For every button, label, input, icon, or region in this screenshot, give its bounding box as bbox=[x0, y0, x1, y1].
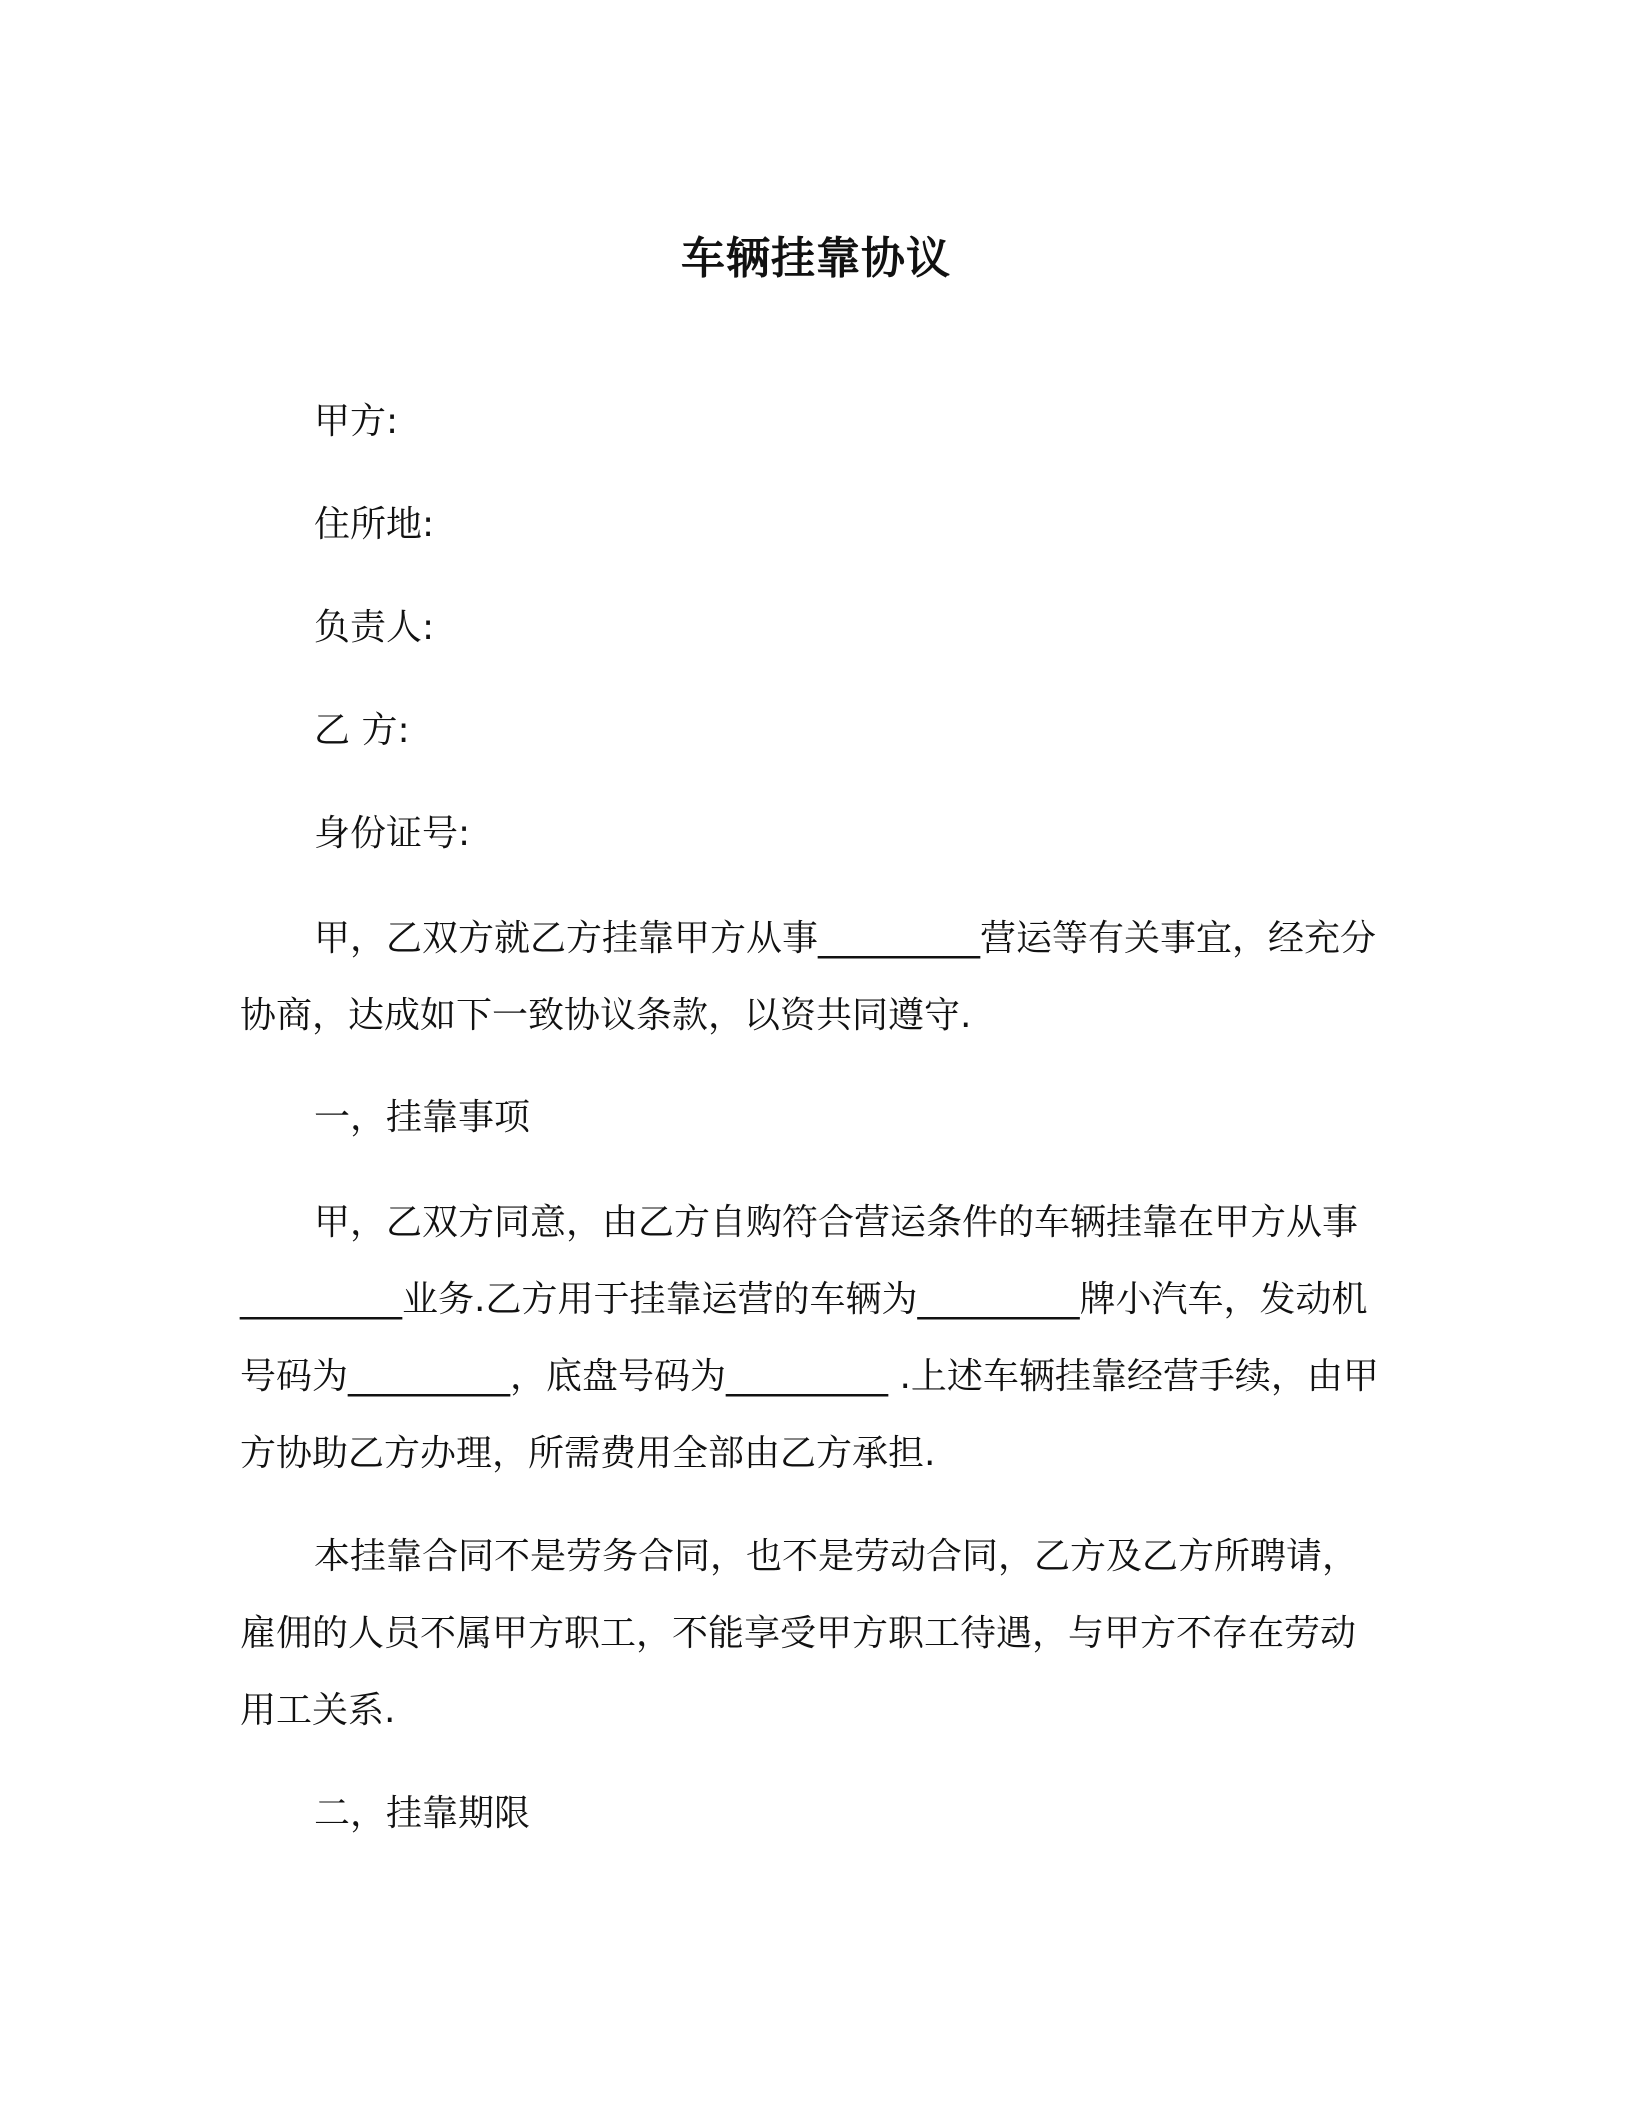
party-b-field: 乙 方: bbox=[314, 710, 410, 751]
address-field: 住所地: bbox=[314, 504, 435, 545]
party-a-field: 甲方: bbox=[314, 401, 399, 442]
section-1-heading: 一，挂靠事项 bbox=[314, 1097, 531, 1138]
document-title: 车辆挂靠协议 bbox=[681, 233, 951, 284]
section-1-paragraph-2: 本挂靠合同不是劳务合同，也不是劳动合同，乙方及乙方所聘请，雇佣的人员不属甲方职工，不能享受甲方职工待遇，与甲方不存在劳动用工关系. bbox=[240, 1536, 1359, 1731]
id-number-field: 身份证号: bbox=[314, 813, 471, 854]
section-2-heading: 二，挂靠期限 bbox=[314, 1793, 531, 1834]
intro-paragraph: 甲，乙双方就乙方挂靠甲方从事_________营运等有关事宜，经充分协商，达成如下一致协议条款，以资共同遵守. bbox=[240, 918, 1377, 1036]
section-1-paragraph-1: 甲，乙双方同意，由乙方自购符合营运条件的车辆挂靠在甲方从事_________业务.乙方用于挂靠运营的车辆为_________牌小汽车，发动机号码为_________，底盘号码为_________ .上述车辆挂靠经营手续，由甲方协助乙方办理，所需费用全部由乙方承担. bbox=[240, 1202, 1379, 1474]
person-in-charge-field: 负责人: bbox=[314, 607, 435, 648]
